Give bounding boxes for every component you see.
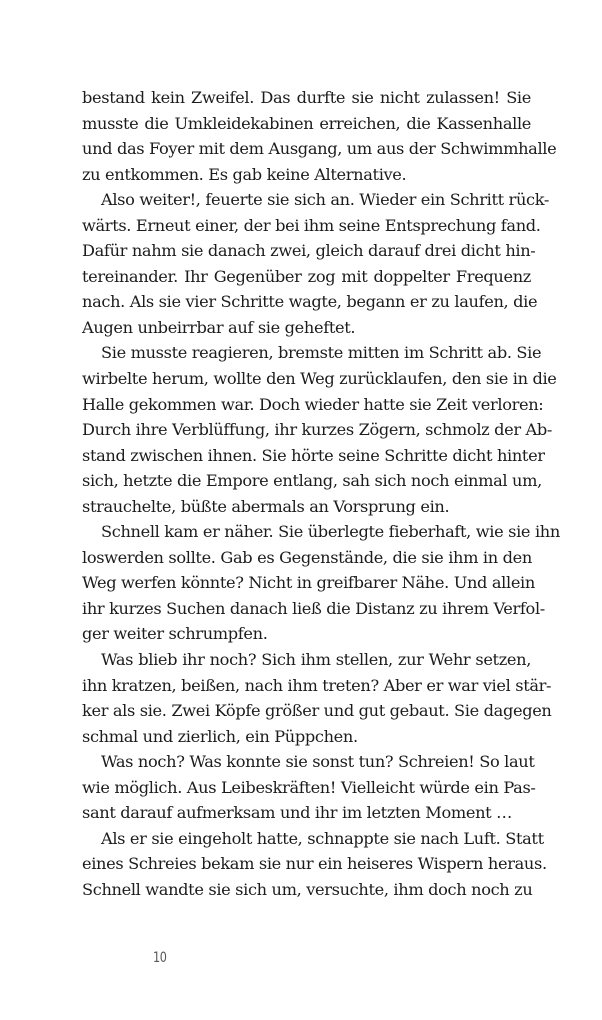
paragraph-start-line: Was noch? Was konnte sie sonst tun? Schreien! So laut [101, 752, 535, 772]
text-line: ker als sie. Zwei Köpfe größer und gut gebaut. Sie dagegen [82, 701, 552, 721]
paragraph-start-line: Sie musste reagieren, bremste mitten im Schritt ab. Sie [101, 343, 542, 363]
paragraph-start-line: Als er sie eingeholt hatte, schnappte sie nach Luft. Statt [101, 828, 544, 848]
paragraph-start-line: Was blieb ihr noch? Sich ihm stellen, zur Wehr setzen, [101, 650, 531, 670]
text-line: sich, hetzte die Empore entlang, sah sich noch einmal um, [82, 471, 542, 491]
text-line: wie möglich. Aus Leibeskräften! Vielleicht würde ein Pas- [82, 777, 536, 797]
text-line: ihr kurzes Suchen danach ließ die Distanz zu ihrem Verfol- [82, 598, 545, 618]
text-line: wärts. Erneut einer, der bei ihm seine Entsprechung fand. [82, 215, 541, 235]
text-line: Dafür nahm sie danach zwei, gleich darauf drei dicht hin- [82, 241, 536, 261]
text-line: strauchelte, büßte abermals an Vorsprung ein. [82, 496, 450, 516]
text-line: sant darauf aufmerksam und ihr im letzten Moment … [82, 803, 512, 823]
text-line: nach. Als sie vier Schritte wagte, begann er zu laufen, die [82, 292, 538, 312]
text-line: schmal und zierlich, ein Püppchen. [82, 726, 358, 746]
text-line: und das Foyer mit dem Ausgang, um aus der Schwimmhalle [82, 139, 557, 159]
body-text [82, 85, 560, 903]
page-number: 10 [153, 950, 167, 966]
text-line: stand zwischen ihnen. Sie hörte seine Schritte dicht hinter [82, 445, 545, 465]
text-line: zu entkommen. Es gab keine Alternative. [82, 164, 407, 184]
text-line: bestand kein Zweifel. Das durfte sie nicht zulassen! Sie [82, 88, 531, 107]
text-line: ger weiter schrumpfen. [82, 624, 268, 644]
paragraph-start-line: Schnell kam er näher. Sie überlegte fieberhaft, wie sie ihn [101, 522, 560, 542]
text-line: Halle gekommen war. Doch wieder hatte sie Zeit verloren: [82, 394, 544, 414]
text-line: Weg werfen könnte? Nicht in greifbarer Nähe. Und allein [82, 573, 535, 593]
text-line: Augen unbeirrbar auf sie geheftet. [82, 317, 356, 337]
text-line: eines Schreies bekam sie nur ein heiseres Wispern heraus. [82, 854, 547, 874]
text-line: musste die Umkleidekabinen erreichen, die Kassenhalle [82, 113, 531, 133]
text-line: wirbelte herum, wollte den Weg zurücklaufen, den sie in die [82, 369, 557, 389]
text-line: Durch ihre Verblüffung, ihr kurzes Zögern, schmolz der Ab- [82, 420, 553, 440]
paragraph-start-line: Also weiter!, feuerte sie sich an. Wieder ein Schritt rück- [101, 190, 550, 210]
text-line: Schnell wandte sie sich um, versuchte, ihm doch noch zu [82, 879, 533, 899]
text-line: ihn kratzen, beißen, nach ihm treten? Aber er war viel stär- [82, 675, 552, 695]
text-line: loswerden sollte. Gab es Gegenstände, die sie ihm in den [82, 547, 532, 567]
text-line: tereinander. Ihr Gegenüber zog mit doppelter Frequenz [82, 266, 531, 286]
